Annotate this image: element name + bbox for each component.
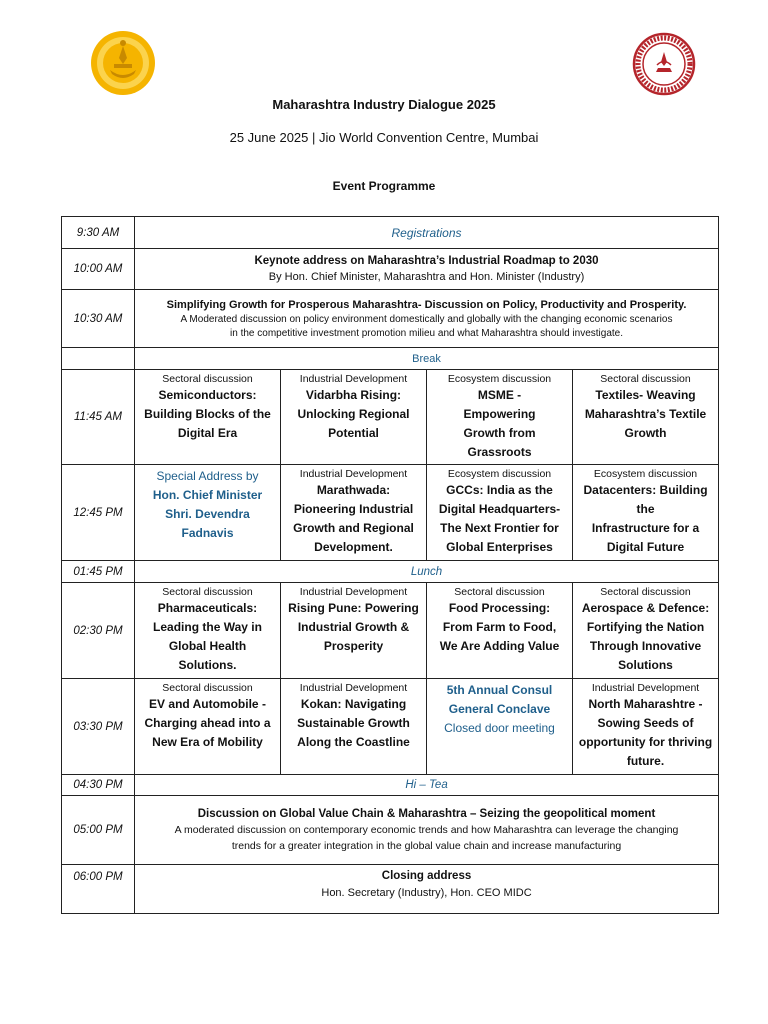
closing-address-speakers: Hon. Secretary (Industry), Hon. CEO MIDC (321, 887, 532, 899)
session-title-line: From Farm to Food, (442, 620, 557, 634)
lunch-cell: Lunch (135, 561, 719, 583)
section-heading: Event Programme (332, 179, 436, 193)
table-row (62, 465, 719, 561)
consul-conclave-line: 5th Annual Consul (446, 683, 553, 697)
time-cell: 10:00 AM (62, 249, 135, 290)
consul-conclave-cell (427, 679, 573, 775)
session-title-line: Along the Coastline (297, 735, 410, 749)
keynote-title: Keynote address on Maharashtra’s Industrial Roadmap to 2030 (254, 255, 599, 267)
session-title-line: New Era of Mobility (152, 735, 263, 749)
session-title-line: Marathwada: (316, 483, 391, 497)
session-title-line: Aerospace & Defence: (581, 601, 710, 615)
session-cell (281, 679, 427, 775)
time-cell: 01:45 PM (62, 561, 135, 583)
page-title: Maharashtra Industry Dialogue 2025 (272, 97, 496, 112)
session-title-line: opportunity for thriving (578, 735, 713, 749)
session-title-line: Rising Pune: Powering (288, 601, 419, 615)
session-cell (427, 583, 573, 679)
session-title-line: EV and Automobile - (149, 697, 266, 711)
session-cell (427, 370, 573, 465)
time-cell: 05:00 PM (62, 796, 135, 865)
session-cell (135, 679, 281, 775)
gvc-discussion-title: Discussion on Global Value Chain & Maharashtra – Seizing the geopolitical moment (197, 808, 656, 820)
session-tag: Industrial Development (299, 373, 408, 385)
session-title-line: Textiles- Weaving (595, 388, 696, 402)
consul-conclave-line: Closed door meeting (444, 721, 555, 735)
session-title-line: Empowering (463, 407, 536, 421)
session-tag: Industrial Development (591, 682, 700, 694)
special-address-line: Special Address by (156, 469, 259, 483)
session-title-line: Digital Era (177, 426, 238, 440)
midc-seal-icon (632, 32, 696, 96)
session-title-line: Pharmaceuticals: (157, 601, 258, 615)
registrations-cell: Registrations (135, 217, 719, 249)
session-title-line: Growth (624, 426, 667, 440)
special-address-line: Fadnavis (181, 526, 234, 540)
session-title-line: Semiconductors: (158, 388, 257, 402)
gvc-discussion-desc-1: A moderated discussion on contemporary economic trends and how Maharashtra can leverage the changing (174, 824, 679, 836)
session-cell (573, 583, 719, 679)
session-tag: Industrial Development (299, 586, 408, 598)
session-title-line: Vidarbha Rising: (305, 388, 402, 402)
table-row (62, 290, 719, 348)
table-row (62, 217, 719, 249)
session-title-line: future. (626, 754, 665, 768)
closing-address-title: Closing address (381, 870, 472, 882)
session-title-line: Kokan: Navigating (300, 697, 407, 711)
consul-conclave-line: General Conclave (448, 702, 551, 716)
session-cell (281, 465, 427, 561)
session-tag: Sectoral discussion (600, 586, 691, 598)
time-cell: 02:30 PM (62, 583, 135, 679)
session-title-line: Through Innovative (589, 639, 702, 653)
session-title-line: Development. (314, 540, 393, 554)
closing-address-cell (135, 865, 719, 914)
policy-discussion-desc-1: A Moderated discussion on policy environment domestically and globally with the changing economic scenarios (180, 313, 673, 325)
session-title-line: Growth and Regional (293, 521, 414, 535)
session-title-line: Unlocking Regional (297, 407, 410, 421)
session-tag: Sectoral discussion (162, 586, 253, 598)
session-title-line: Building Blocks of the (144, 407, 271, 421)
session-title-line: Datacenters: Building the (583, 483, 708, 516)
session-title-line: Global Health (168, 639, 247, 653)
time-cell: 10:30 AM (62, 290, 135, 348)
session-tag: Sectoral discussion (162, 682, 253, 694)
session-title-line: Growth from (463, 426, 536, 440)
time-cell: 06:00 PM (62, 865, 135, 914)
session-tag: Ecosystem discussion (447, 373, 552, 385)
session-title-line: Charging ahead into a (144, 716, 271, 730)
session-cell (281, 583, 427, 679)
maharashtra-government-seal-icon (90, 30, 156, 96)
break-cell: Break (135, 348, 719, 370)
session-cell (135, 370, 281, 465)
session-title-line: Prosperity (323, 639, 384, 653)
session-title-line: Potential (328, 426, 379, 440)
time-cell: 04:30 PM (62, 775, 135, 796)
table-row (62, 796, 719, 865)
session-title-line: Fortifying the Nation (586, 620, 705, 634)
gvc-discussion-cell (135, 796, 719, 865)
policy-discussion-desc-2: in the competitive investment promotion milieu and what Maharashtra should investigate. (230, 327, 623, 339)
special-address-line: Shri. Devendra (165, 507, 250, 521)
session-title-line: Sowing Seeds of (597, 716, 694, 730)
session-cell (573, 370, 719, 465)
session-tag: Sectoral discussion (162, 373, 253, 385)
session-tag: Ecosystem discussion (593, 468, 698, 480)
table-row (62, 583, 719, 679)
session-tag: Industrial Development (299, 468, 408, 480)
table-row (62, 249, 719, 290)
session-title-line: North Maharashtre - (588, 697, 703, 711)
session-title-line: Solutions (618, 658, 673, 672)
event-date-venue: 25 June 2025 | Jio World Convention Centre, Mumbai (229, 130, 539, 145)
session-cell (573, 679, 719, 775)
hi-tea-cell: Hi – Tea (135, 775, 719, 796)
session-title-line: Digital Headquarters- (438, 502, 561, 516)
table-row (62, 561, 719, 583)
gvc-discussion-desc-2: trends for a greater integration in the global value chain and increase manufacturing (231, 840, 622, 852)
session-title-line: Pioneering Industrial (293, 502, 414, 516)
table-row (62, 865, 719, 914)
session-title-line: We Are Adding Value (439, 639, 560, 653)
session-title-line: Maharashtra’s Textile (584, 407, 707, 421)
session-title-line: The Next Frontier for (440, 521, 559, 535)
session-tag: Sectoral discussion (454, 586, 545, 598)
session-cell (427, 465, 573, 561)
time-cell: 12:45 PM (62, 465, 135, 561)
session-title-line: Food Processing: (448, 601, 551, 615)
session-title-line: Grassroots (467, 445, 532, 459)
special-address-cell (135, 465, 281, 561)
policy-discussion-cell (135, 290, 719, 348)
time-cell: 9:30 AM (62, 217, 135, 249)
session-title-line: Digital Future (606, 540, 685, 554)
session-title-line: Global Enterprises (446, 540, 553, 554)
table-row (62, 679, 719, 775)
policy-discussion-title: Simplifying Growth for Prosperous Maharashtra- Discussion on Policy, Productivity and Prosperity. (166, 298, 687, 311)
session-title-line: Leading the Way in (153, 620, 262, 634)
time-cell: 03:30 PM (62, 679, 135, 775)
session-tag: Sectoral discussion (600, 373, 691, 385)
session-tag: Industrial Development (299, 682, 408, 694)
keynote-speakers: By Hon. Chief Minister, Maharashtra and Hon. Minister (Industry) (268, 271, 585, 283)
session-cell (573, 465, 719, 561)
session-title-line: Infrastructure for a (591, 521, 700, 535)
time-cell (62, 348, 135, 370)
session-cell (135, 583, 281, 679)
keynote-cell (135, 249, 719, 290)
table-row (62, 370, 719, 465)
session-title-line: Industrial Growth & (297, 620, 410, 634)
programme-table (61, 216, 719, 914)
session-title-line: MSME - (477, 388, 522, 402)
session-title-line: Solutions. (178, 658, 237, 672)
time-cell: 11:45 AM (62, 370, 135, 465)
session-title-line: GCCs: India as the (446, 483, 553, 497)
special-address-line: Hon. Chief Minister (152, 488, 263, 502)
session-title-line: Sustainable Growth (297, 716, 410, 730)
session-cell (281, 370, 427, 465)
table-row (62, 348, 719, 370)
table-row (62, 775, 719, 796)
session-tag: Ecosystem discussion (447, 468, 552, 480)
